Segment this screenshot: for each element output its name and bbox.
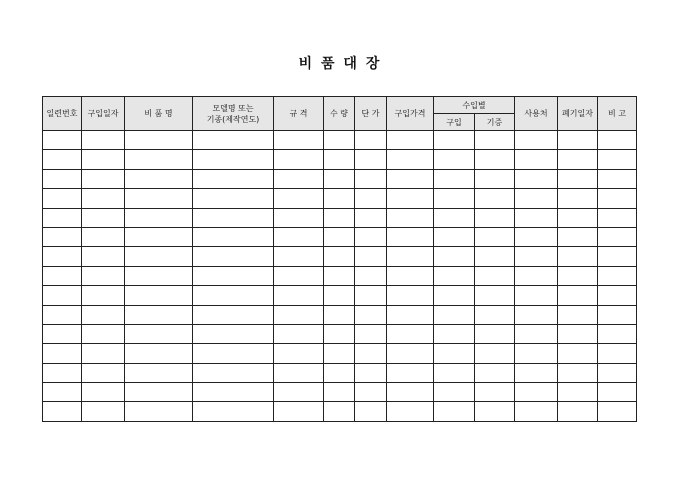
header-model-line1: 모델명 또는 — [212, 103, 254, 113]
table-cell[interactable] — [355, 150, 387, 169]
table-cell[interactable] — [558, 169, 598, 188]
table-cell[interactable] — [515, 227, 558, 246]
table-cell[interactable] — [355, 383, 387, 402]
table-cell[interactable] — [598, 266, 637, 285]
table-cell[interactable] — [475, 227, 515, 246]
table-cell[interactable] — [515, 344, 558, 363]
table-cell[interactable] — [475, 266, 515, 285]
table-cell[interactable] — [558, 344, 598, 363]
table-cell[interactable] — [434, 266, 475, 285]
table-cell[interactable] — [355, 286, 387, 305]
table-cell[interactable] — [355, 208, 387, 227]
table-cell[interactable] — [43, 227, 82, 246]
header-remarks: 비 고 — [598, 97, 637, 131]
table-cell[interactable] — [475, 247, 515, 266]
table-cell[interactable] — [515, 402, 558, 421]
table-row — [43, 150, 637, 169]
table-cell[interactable] — [475, 150, 515, 169]
table-cell[interactable] — [193, 363, 274, 382]
header-disposal-date: 폐기일자 — [558, 97, 598, 131]
table-cell[interactable] — [82, 286, 125, 305]
table-cell[interactable] — [324, 208, 355, 227]
table-cell[interactable] — [387, 324, 434, 343]
table-cell[interactable] — [387, 247, 434, 266]
table-cell[interactable] — [515, 383, 558, 402]
table-cell[interactable] — [125, 227, 193, 246]
table-cell[interactable] — [515, 131, 558, 150]
table-cell[interactable] — [274, 266, 324, 285]
table-cell[interactable] — [193, 383, 274, 402]
table-cell[interactable] — [43, 131, 82, 150]
table-cell[interactable] — [475, 189, 515, 208]
table-cell[interactable] — [274, 150, 324, 169]
table-cell[interactable] — [43, 247, 82, 266]
table-cell[interactable] — [324, 363, 355, 382]
table-cell[interactable] — [125, 189, 193, 208]
header-donation: 기증 — [475, 114, 515, 131]
table-row — [43, 344, 637, 363]
table-cell[interactable] — [274, 286, 324, 305]
table-cell[interactable] — [82, 305, 125, 324]
table-cell[interactable] — [274, 402, 324, 421]
table-cell[interactable] — [82, 247, 125, 266]
table-cell[interactable] — [558, 266, 598, 285]
table-cell[interactable] — [598, 402, 637, 421]
table-cell[interactable] — [387, 208, 434, 227]
table-cell[interactable] — [387, 150, 434, 169]
table-row — [43, 286, 637, 305]
table-cell[interactable] — [125, 383, 193, 402]
table-cell[interactable] — [82, 402, 125, 421]
table-cell[interactable] — [274, 324, 324, 343]
table-cell[interactable] — [324, 227, 355, 246]
table-cell[interactable] — [324, 383, 355, 402]
table-cell[interactable] — [82, 363, 125, 382]
table-cell[interactable] — [475, 344, 515, 363]
table-cell[interactable] — [434, 169, 475, 188]
table-cell[interactable] — [193, 131, 274, 150]
table-cell[interactable] — [355, 247, 387, 266]
table-cell[interactable] — [274, 305, 324, 324]
table-row — [43, 363, 637, 382]
table-cell[interactable] — [43, 189, 82, 208]
table-cell[interactable] — [125, 324, 193, 343]
table-cell[interactable] — [355, 266, 387, 285]
table-cell[interactable] — [558, 383, 598, 402]
table-cell[interactable] — [558, 324, 598, 343]
table-cell[interactable] — [387, 189, 434, 208]
table-cell[interactable] — [193, 402, 274, 421]
table-cell[interactable] — [274, 227, 324, 246]
table-cell[interactable] — [558, 208, 598, 227]
table-cell[interactable] — [193, 169, 274, 188]
table-cell[interactable] — [598, 131, 637, 150]
table-cell[interactable] — [43, 286, 82, 305]
table-cell[interactable] — [43, 305, 82, 324]
table-cell[interactable] — [434, 227, 475, 246]
table-cell[interactable] — [598, 189, 637, 208]
table-cell[interactable] — [324, 247, 355, 266]
table-cell[interactable] — [125, 286, 193, 305]
table-cell[interactable] — [387, 286, 434, 305]
table-cell[interactable] — [193, 227, 274, 246]
table-cell[interactable] — [387, 383, 434, 402]
table-cell[interactable] — [193, 344, 274, 363]
table-cell[interactable] — [125, 150, 193, 169]
header-spec: 규 격 — [274, 97, 324, 131]
table-cell[interactable] — [387, 305, 434, 324]
table-cell[interactable] — [598, 208, 637, 227]
table-cell[interactable] — [434, 363, 475, 382]
table-cell[interactable] — [475, 286, 515, 305]
table-cell[interactable] — [598, 169, 637, 188]
table-cell[interactable] — [274, 363, 324, 382]
table-cell[interactable] — [558, 150, 598, 169]
table-cell[interactable] — [558, 402, 598, 421]
table-cell[interactable] — [43, 324, 82, 343]
table-cell[interactable] — [125, 131, 193, 150]
table-cell[interactable] — [475, 324, 515, 343]
table-cell[interactable] — [598, 363, 637, 382]
header-purchase-date: 구입일자 — [82, 97, 125, 131]
table-cell[interactable] — [387, 227, 434, 246]
table-cell[interactable] — [355, 324, 387, 343]
table-row — [43, 247, 637, 266]
table-row — [43, 131, 637, 150]
table-cell[interactable] — [558, 363, 598, 382]
table-cell[interactable] — [324, 305, 355, 324]
table-cell[interactable] — [434, 247, 475, 266]
table-cell[interactable] — [515, 324, 558, 343]
table-cell[interactable] — [598, 383, 637, 402]
header-quantity: 수 량 — [324, 97, 355, 131]
table-cell[interactable] — [434, 189, 475, 208]
header-serial-number: 일련번호 — [43, 97, 82, 131]
table-cell[interactable] — [355, 131, 387, 150]
table-cell[interactable] — [387, 402, 434, 421]
table-cell[interactable] — [324, 402, 355, 421]
table-cell[interactable] — [598, 150, 637, 169]
table-cell[interactable] — [82, 227, 125, 246]
header-purchase: 구입 — [434, 114, 475, 131]
table-cell[interactable] — [387, 363, 434, 382]
table-cell[interactable] — [475, 208, 515, 227]
table-cell[interactable] — [515, 286, 558, 305]
table-cell[interactable] — [82, 383, 125, 402]
table-cell[interactable] — [324, 324, 355, 343]
table-row — [43, 169, 637, 188]
table-cell[interactable] — [125, 208, 193, 227]
table-cell[interactable] — [434, 305, 475, 324]
table-cell[interactable] — [387, 169, 434, 188]
table-cell[interactable] — [193, 150, 274, 169]
table-cell[interactable] — [598, 247, 637, 266]
header-user-place: 사용처 — [515, 97, 558, 131]
table-row — [43, 208, 637, 227]
table-cell[interactable] — [324, 286, 355, 305]
header-acquisition-type: 수입별 — [434, 97, 515, 114]
table-cell[interactable] — [515, 169, 558, 188]
table-cell[interactable] — [355, 189, 387, 208]
table-cell[interactable] — [125, 402, 193, 421]
table-cell[interactable] — [355, 305, 387, 324]
table-cell[interactable] — [43, 266, 82, 285]
header-model-line2: 기종(제작연도) — [206, 114, 260, 124]
table-cell[interactable] — [82, 131, 125, 150]
header-model — [193, 97, 274, 131]
asset-ledger-table — [42, 96, 637, 422]
table-cell[interactable] — [434, 344, 475, 363]
table-cell[interactable] — [515, 363, 558, 382]
table-cell[interactable] — [598, 324, 637, 343]
table-cell[interactable] — [475, 305, 515, 324]
header-unit-price: 단 가 — [355, 97, 387, 131]
table-cell[interactable] — [193, 189, 274, 208]
table-cell[interactable] — [387, 266, 434, 285]
table-cell[interactable] — [43, 344, 82, 363]
table-cell[interactable] — [434, 208, 475, 227]
table-cell[interactable] — [193, 266, 274, 285]
table-cell[interactable] — [324, 266, 355, 285]
table-cell[interactable] — [274, 344, 324, 363]
table-cell[interactable] — [598, 344, 637, 363]
table-cell[interactable] — [558, 131, 598, 150]
table-cell[interactable] — [515, 266, 558, 285]
table-cell[interactable] — [125, 266, 193, 285]
table-cell[interactable] — [324, 150, 355, 169]
table-cell[interactable] — [475, 169, 515, 188]
table-cell[interactable] — [125, 363, 193, 382]
table-cell[interactable] — [475, 383, 515, 402]
table-cell[interactable] — [43, 383, 82, 402]
table-cell[interactable] — [324, 344, 355, 363]
table-cell[interactable] — [515, 150, 558, 169]
table-cell[interactable] — [355, 227, 387, 246]
table-cell[interactable] — [355, 363, 387, 382]
table-cell[interactable] — [558, 189, 598, 208]
ledger-body — [43, 131, 637, 422]
table-cell[interactable] — [43, 402, 82, 421]
table-cell[interactable] — [387, 344, 434, 363]
table-cell[interactable] — [515, 189, 558, 208]
table-row — [43, 189, 637, 208]
table-cell[interactable] — [434, 402, 475, 421]
table-cell[interactable] — [82, 344, 125, 363]
table-cell[interactable] — [598, 286, 637, 305]
table-cell[interactable] — [43, 363, 82, 382]
table-cell[interactable] — [274, 383, 324, 402]
table-cell[interactable] — [193, 324, 274, 343]
table-row — [43, 305, 637, 324]
table-row — [43, 324, 637, 343]
table-cell[interactable] — [515, 305, 558, 324]
table-cell[interactable] — [475, 131, 515, 150]
table-cell[interactable] — [82, 150, 125, 169]
table-cell[interactable] — [274, 247, 324, 266]
table-cell[interactable] — [193, 286, 274, 305]
table-row — [43, 266, 637, 285]
page-title: 비 품 대 장 — [298, 56, 382, 72]
table-cell[interactable] — [434, 131, 475, 150]
table-cell[interactable] — [598, 227, 637, 246]
table-cell[interactable] — [125, 169, 193, 188]
table-cell[interactable] — [434, 150, 475, 169]
table-row — [43, 402, 637, 421]
table-cell[interactable] — [125, 344, 193, 363]
table-cell[interactable] — [515, 247, 558, 266]
table-cell[interactable] — [515, 208, 558, 227]
table-cell[interactable] — [558, 227, 598, 246]
table-cell[interactable] — [43, 150, 82, 169]
table-cell[interactable] — [355, 402, 387, 421]
header-item-name: 비 품 명 — [125, 97, 193, 131]
table-cell[interactable] — [324, 169, 355, 188]
table-cell[interactable] — [387, 131, 434, 150]
table-cell[interactable] — [193, 247, 274, 266]
table-cell[interactable] — [82, 208, 125, 227]
table-cell[interactable] — [43, 169, 82, 188]
table-cell[interactable] — [274, 208, 324, 227]
table-cell[interactable] — [355, 169, 387, 188]
table-cell[interactable] — [475, 363, 515, 382]
table-cell[interactable] — [434, 324, 475, 343]
table-cell[interactable] — [82, 169, 125, 188]
header-purchase-price: 구입가격 — [387, 97, 434, 131]
table-cell[interactable] — [558, 247, 598, 266]
table-cell[interactable] — [43, 208, 82, 227]
table-cell[interactable] — [324, 131, 355, 150]
table-row — [43, 383, 637, 402]
table-cell[interactable] — [193, 208, 274, 227]
table-cell[interactable] — [82, 324, 125, 343]
table-cell[interactable] — [355, 344, 387, 363]
table-cell[interactable] — [598, 305, 637, 324]
table-cell[interactable] — [82, 266, 125, 285]
table-cell[interactable] — [82, 189, 125, 208]
table-cell[interactable] — [558, 305, 598, 324]
table-cell[interactable] — [434, 286, 475, 305]
table-cell[interactable] — [434, 383, 475, 402]
table-cell[interactable] — [274, 169, 324, 188]
table-cell[interactable] — [274, 189, 324, 208]
table-cell[interactable] — [558, 286, 598, 305]
table-cell[interactable] — [274, 131, 324, 150]
table-cell[interactable] — [475, 402, 515, 421]
table-cell[interactable] — [193, 305, 274, 324]
table-cell[interactable] — [125, 247, 193, 266]
table-cell[interactable] — [125, 305, 193, 324]
table-row — [43, 227, 637, 246]
table-cell[interactable] — [324, 189, 355, 208]
